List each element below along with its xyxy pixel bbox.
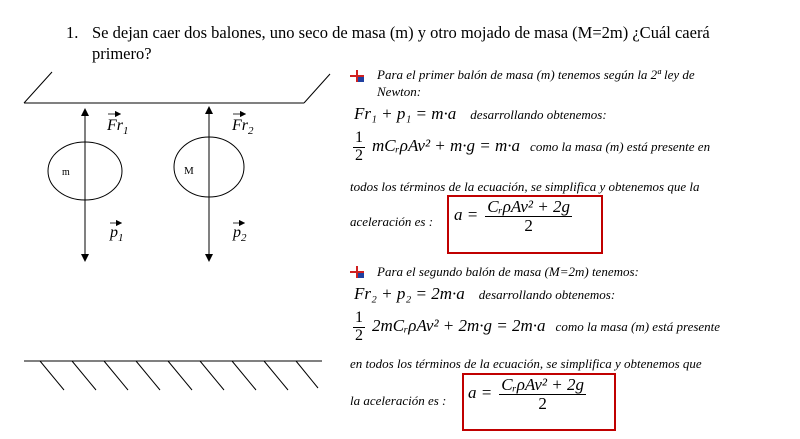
- solution1-result: [454, 198, 575, 235]
- solution1-line3: todos los términos de la ecuación, se simplifica y obtenemos que la: [350, 179, 700, 194]
- ceiling-left-edge: [24, 72, 52, 103]
- question-number: 1.: [66, 23, 79, 42]
- solution2-eq2: 2mCᵣρAv² + 2m·g = 2m·a: [372, 315, 546, 335]
- result-lhs: a =: [468, 383, 493, 403]
- result-lhs: a =: [454, 205, 479, 225]
- ball-M-label: M: [184, 165, 194, 177]
- solution1-eq2-text: como la masa (m) está presente en: [530, 138, 711, 154]
- ball-m-label: m: [62, 167, 70, 178]
- solution2-eq2-text: como la masa (m) está presente: [555, 318, 721, 334]
- solution2-accel-label: la aceleración es :: [350, 393, 447, 408]
- floor-hatching: [40, 361, 318, 390]
- bullet-icon: [350, 70, 366, 82]
- solution1-eq1-text: desarrollando obtenemos:: [470, 107, 607, 122]
- result-fraction: $\frac{\text{CᵣρAv² + 2g}}{2}$: [501, 375, 584, 413]
- solution1-intro-line2: Newton:: [377, 84, 422, 99]
- question-text-line1: Se dejan caer dos balones, uno seco de masa (m) y otro mojado de masa (M=2m) ¿Cuál caerá: [92, 23, 710, 42]
- solution1-eq2: mCᵣρAv² + m·g = m·a: [372, 135, 521, 155]
- solution1-intro-line1: Para el primer balón de masa (m) tenemos según la 2ª ley de: [377, 67, 695, 82]
- solution1-equation1-row: [354, 104, 607, 124]
- solution2-equation2-row: [350, 310, 720, 345]
- bullet-icon: [350, 266, 366, 278]
- force-diagram: [0, 60, 345, 439]
- label-p2: $p_2$: [233, 224, 247, 244]
- half-fraction: $\frac{1}{2}$: [355, 129, 363, 164]
- solution1-eq1: Fr₁ + p₁ = m·a: [354, 104, 457, 123]
- question-text-line2: primero?: [92, 44, 152, 63]
- label-fr1: $Fr_1$: [107, 117, 129, 137]
- solution2-line3: en todos los términos de la ecuación, se simplifica y obtenemos que: [350, 356, 702, 371]
- solution2-equation1-row: [354, 284, 615, 304]
- label-p1: $p_1$: [110, 224, 124, 244]
- solution2-eq1: Fr₂ + p₂ = 2m·a: [354, 284, 465, 303]
- label-fr2: $Fr_2$: [232, 117, 254, 137]
- solution2-intro: Para el segundo balón de masa (M=2m) tenemos:: [377, 264, 639, 279]
- solution1-equation2-row: [350, 130, 710, 165]
- result-fraction: $\frac{\text{CᵣρAv² + 2g}}{2}$: [487, 197, 570, 235]
- solution2-result: [468, 376, 589, 413]
- solution2-eq1-text: desarrollando obtenemos:: [478, 287, 616, 302]
- ceiling-right-edge: [304, 74, 330, 103]
- half-fraction: $\frac{1}{2}$: [355, 309, 363, 344]
- solution1-accel-label: aceleración es :: [350, 214, 434, 229]
